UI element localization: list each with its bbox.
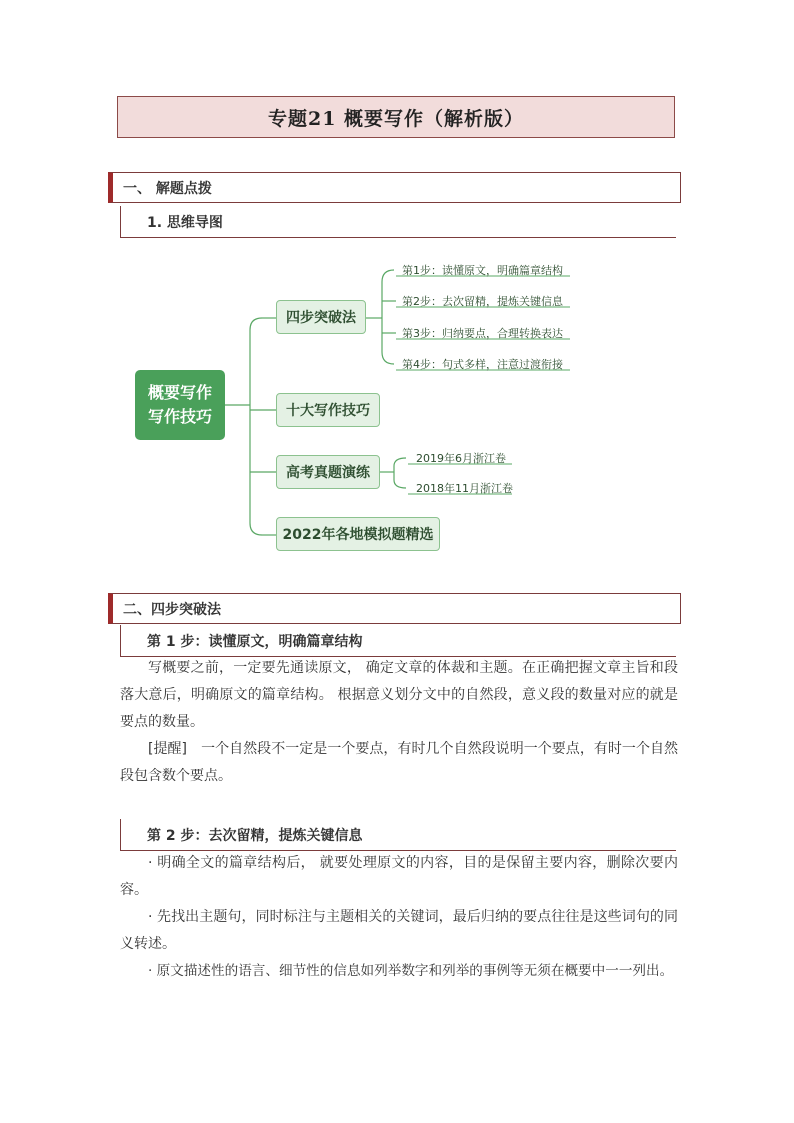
step2-heading: 第 2 步：去次留精，提炼关键信息 xyxy=(120,819,676,851)
page-title: 专题21 概要写作（解析版） xyxy=(117,96,675,138)
mindmap-center-line2: 写作技巧 xyxy=(147,407,212,426)
mindmap-exam-2018: 2018年11月浙江卷 xyxy=(416,482,513,495)
mindmap-step-3: 第3步：归纳要点，合理转换表达 xyxy=(402,327,563,340)
mindmap-node-mock-selection: 2022年各地模拟题精选 xyxy=(276,517,440,551)
step2-bullet-2: · 先找出主题句，同时标注与主题相关的关键词，最后归纳的要点往往是这些词句的同义转述。 xyxy=(120,909,678,952)
mindmap-step-1: 第1步：读懂原文，明确篇章结构 xyxy=(402,264,563,277)
subheading-mindmap: 1. 思维导图 xyxy=(120,206,676,238)
step1-heading: 第 1 步：读懂原文，明确篇章结构 xyxy=(120,625,676,657)
mindmap-exam-2019: 2019年6月浙江卷 xyxy=(416,452,506,465)
mindmap-step-2: 第2步：去次留精，提炼关键信息 xyxy=(402,295,563,308)
step2-bullet-3: · 原文描述性的语言、细节性的信息如列举数字和列举的事例等无须在概要中一一列出。 xyxy=(148,963,674,979)
section-heading-1: 一、 解题点拨 xyxy=(108,172,681,203)
mindmap-node-exam-practice: 高考真题演练 xyxy=(276,455,380,489)
mindmap-center-node xyxy=(135,370,225,440)
step1-paragraph-1: 写概要之前，一定要先通读原文， 确定文章的体裁和主题。在正确把握文章主旨和段落大意后，明确原文的篇章结构。 根据意义划分文中的自然段，意义段的数量对应的就是要点的数量。 xyxy=(120,660,678,730)
mindmap-node-four-steps: 四步突破法 xyxy=(276,300,366,334)
mindmap-node-ten-tips: 十大写作技巧 xyxy=(276,393,380,427)
mindmap-center-line1: 概要写作 xyxy=(147,383,212,402)
step2-bullet-1: · 明确全文的篇章结构后， 就要处理原文的内容，目的是保留主要内容，删除次要内容。 xyxy=(120,855,678,898)
step1-tip: [提醒] 一个自然段不一定是一个要点，有时几个自然段说明一个要点，有时一个自然段包含数个要点。 xyxy=(120,741,678,784)
mindmap-step-4: 第4步：句式多样，注意过渡衔接 xyxy=(402,358,563,371)
section-heading-2: 二、四步突破法 xyxy=(108,593,681,624)
